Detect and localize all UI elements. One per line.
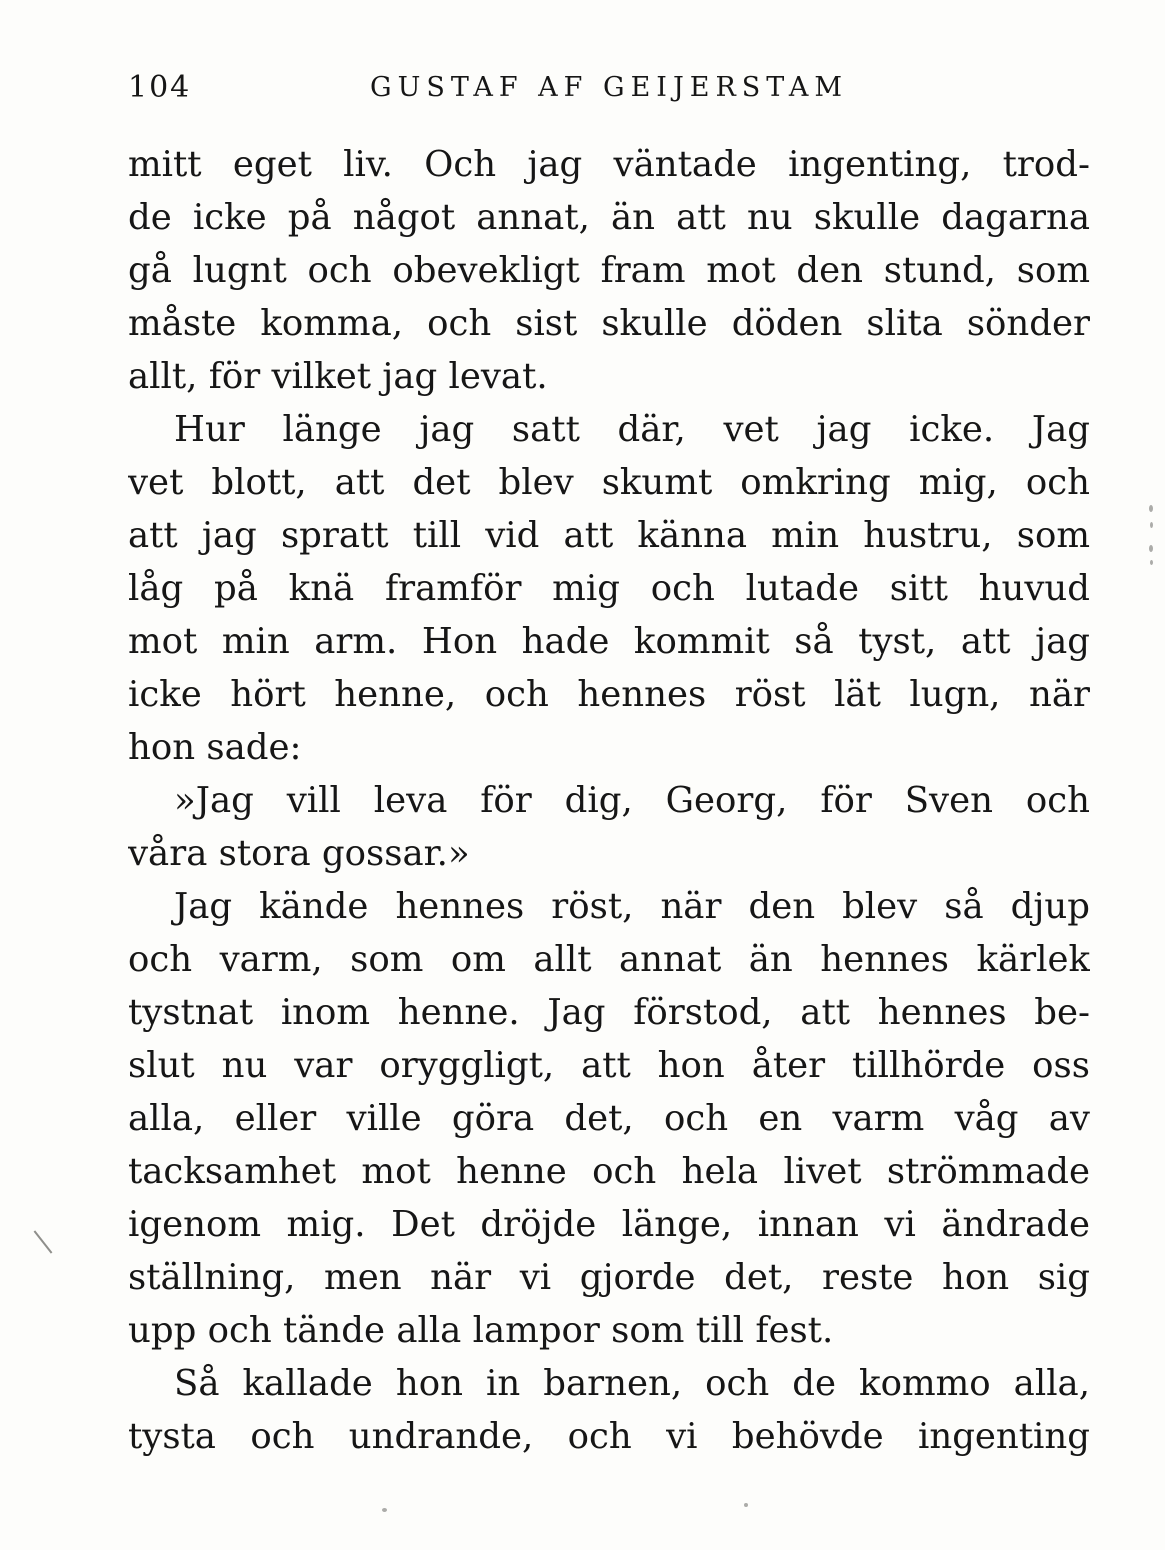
page-header <box>128 68 1090 108</box>
text-line: måste komma, och sist skulle döden slita sönder <box>128 303 1090 344</box>
text-line: icke hört henne, och hennes röst lät lugn, när <box>128 674 1090 715</box>
text-line: att jag spratt till vid att känna min hustru, som <box>128 515 1090 556</box>
text-line: gå lugnt och obevekligt fram mot den stund, som <box>128 250 1090 291</box>
text-line: de icke på något annat, än att nu skulle dagarna <box>128 197 1090 238</box>
running-header: GUSTAF AF GEIJERSTAM <box>370 72 848 103</box>
text-line: Jag kände hennes röst, när den blev så djup <box>174 886 1090 927</box>
text-line: upp och tände alla lampor som till fest. <box>128 1310 834 1351</box>
text-line: igenom mig. Det dröjde länge, innan vi ändrade <box>128 1204 1090 1245</box>
text-line: slut nu var oryggligt, att hon åter tillhörde oss <box>128 1045 1090 1086</box>
paragraph <box>128 403 1090 774</box>
paragraph <box>128 138 1090 403</box>
text-line: allt, för vilket jag levat. <box>128 356 548 397</box>
text-line: tacksamhet mot henne och hela livet strömmade <box>128 1151 1090 1192</box>
text-line: hon sade: <box>128 727 302 768</box>
text-line: mitt eget liv. Och jag väntade ingenting, trod- <box>128 144 1090 185</box>
scan-artifact-mark <box>34 1230 53 1253</box>
text-line: ställning, men när vi gjorde det, reste hon sig <box>128 1257 1090 1298</box>
text-line: »Jag vill leva för dig, Georg, för Sven och <box>174 780 1090 821</box>
scan-artifact-speck <box>382 1508 387 1512</box>
paragraph <box>128 1357 1090 1463</box>
scan-artifact-speck <box>744 1503 748 1507</box>
text-line: mot min arm. Hon hade kommit så tyst, att jag <box>128 621 1090 662</box>
scan-artifact-speck <box>1149 545 1153 552</box>
text-line: och varm, som om allt annat än hennes kärlek <box>128 939 1090 980</box>
paragraph <box>128 880 1090 1357</box>
scan-artifact-speck <box>1150 560 1153 565</box>
text-line: låg på knä framför mig och lutade sitt huvud <box>128 568 1090 609</box>
text-line: tystnat inom henne. Jag förstod, att hennes be- <box>128 992 1090 1033</box>
scan-artifact-speck <box>1150 522 1153 528</box>
text-line: vet blott, att det blev skumt omkring mig, och <box>128 462 1090 503</box>
body-text <box>128 138 1090 1463</box>
text-line: Så kallade hon in barnen, och de kommo alla, <box>174 1363 1090 1404</box>
scan-artifact-speck <box>1149 505 1153 512</box>
page-number: 104 <box>128 70 192 105</box>
text-line: tysta och undrande, och vi behövde ingenting <box>128 1416 1090 1457</box>
text-line: alla, eller ville göra det, och en varm våg av <box>128 1098 1090 1139</box>
text-line: Hur länge jag satt där, vet jag icke. Jag <box>174 409 1090 450</box>
text-line: våra stora gossar.» <box>128 833 470 874</box>
paragraph <box>128 774 1090 880</box>
